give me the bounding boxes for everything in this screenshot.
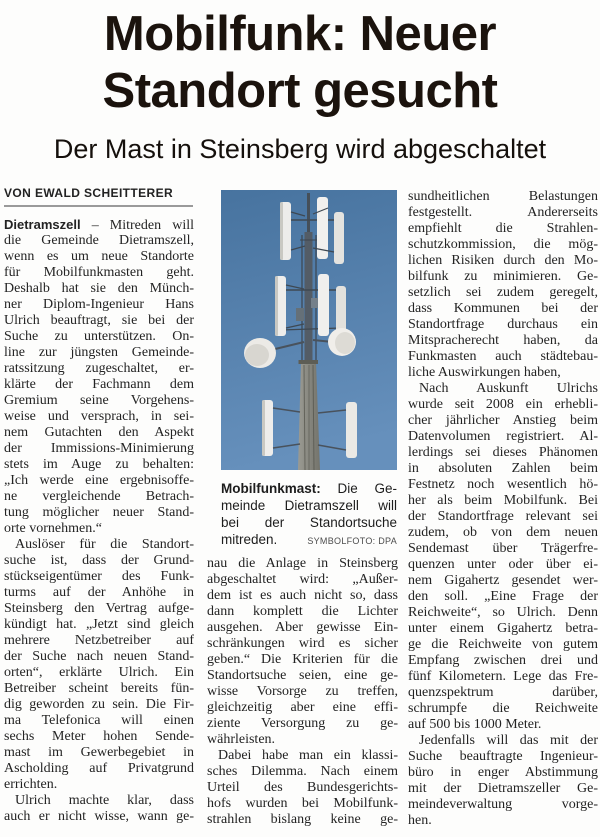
text-line: „Ich werde eine ergebnisoffe- bbox=[4, 473, 194, 488]
text-line: meinde Dietramszell will bbox=[221, 498, 397, 513]
text-line: stets im Auge zu behalten: bbox=[4, 457, 194, 472]
text-line: nau die Anlage in Steinsberg bbox=[207, 556, 398, 571]
photo-caption bbox=[221, 480, 397, 548]
text-line: tung möglicher neuer Stand- bbox=[4, 505, 194, 520]
text-line: Urteil des Bundesgerichts- bbox=[207, 780, 398, 795]
text-line: währleisten. bbox=[207, 732, 276, 747]
text-line: setzlich sei zudem geregelt, bbox=[408, 285, 598, 300]
text-line: sechs Meter hohen Sende- bbox=[4, 729, 194, 744]
text-line: Deshalb hat sie den Münch- bbox=[4, 281, 194, 296]
text-line: bilfunk zu minimieren. Ge- bbox=[408, 269, 598, 284]
text-line: geben.“ Die Kriterien für die bbox=[207, 652, 398, 667]
headline bbox=[0, 6, 600, 120]
text-line: zudem, ob von dem neuen bbox=[408, 525, 598, 540]
text-line: orte vornehmen.“ bbox=[4, 521, 102, 536]
text-line: meindeverwaltung vorge- bbox=[408, 797, 598, 812]
text-line: auch er nicht wisse, wann ge- bbox=[4, 809, 194, 824]
text-line: strahlen bislang keine ge- bbox=[207, 812, 398, 827]
text-line: der Suche nach neuen Stand- bbox=[4, 649, 194, 664]
text-line: Funkmasten auch städtebau- bbox=[408, 349, 598, 364]
text-line: Standortsuche seien, eine ge- bbox=[207, 668, 398, 683]
text-line: ziente Versorgung zu ge- bbox=[207, 716, 398, 731]
text-line: die Gemeinde Dietramszell, bbox=[4, 233, 194, 248]
text-line: der Immissions-Minimierung bbox=[4, 441, 194, 456]
text-line: Auslöser für die Standort- bbox=[15, 537, 194, 552]
text-line: Jedenfalls will das mit der bbox=[419, 733, 598, 748]
text-line: fünf Kilometern. Lege das Fre- bbox=[408, 669, 598, 684]
text-line: suche ist, dass der Grund- bbox=[4, 553, 194, 568]
text-line: hen. bbox=[408, 813, 432, 828]
text-line: wenn es um neue Standorte bbox=[4, 249, 194, 264]
text-line: nem Gigahertz gesendet wer- bbox=[408, 573, 598, 588]
text-line: Empfang zwischen drei und bbox=[408, 653, 598, 668]
text-line: sundheitlichen Belastungen bbox=[408, 189, 598, 204]
text-line: auf 500 bis 1000 Meter. bbox=[408, 717, 542, 732]
text-line: unter einem Gigahertz betra- bbox=[408, 621, 598, 636]
text-line: empfiehlt die Strahlen- bbox=[408, 221, 598, 236]
text-line: Standortfrage durchaus ein bbox=[408, 317, 598, 332]
text-line: Suche beauftragte Ingenieur- bbox=[408, 749, 598, 764]
text-line: hofs wurden bei Mobilfunk- bbox=[207, 796, 398, 811]
text-line: Nach Auskunft Ulrichs bbox=[419, 381, 598, 396]
headline-line-1: Mobilfunk: Neuer bbox=[103, 7, 497, 61]
caption-last-line bbox=[221, 531, 397, 548]
text-line: Betreiber scheint bereits fün- bbox=[4, 681, 194, 696]
text-line: dig geworden zu sein. Die Fir- bbox=[4, 697, 194, 712]
text-line: Mobilfunkmast: Die Ge- bbox=[221, 481, 397, 496]
text-line: stückseigentümer des Funk- bbox=[4, 569, 194, 584]
text-line: Reichweite“, so Ulrich. Denn bbox=[408, 605, 598, 620]
text-line: dass Kommunen bei der bbox=[408, 301, 598, 316]
text-line: Ulrich beauftragt, sie bei der bbox=[4, 313, 194, 328]
text-line: schrumpfe die Reichweite bbox=[408, 701, 598, 716]
text-line: Datenvolumen registriert. Al- bbox=[408, 429, 598, 444]
text-line: lichen Risiken durch den Mo- bbox=[408, 253, 598, 268]
text-line: dann komplett die Lichter bbox=[207, 604, 398, 619]
text-line: quenzen unter oder über ei- bbox=[408, 557, 598, 572]
text-line: ge die Reichweite von gutem bbox=[408, 637, 598, 652]
text-line: in absoluten Zahlen beim bbox=[408, 461, 598, 476]
text-line: dem ist es auch nicht so, dass bbox=[207, 588, 398, 603]
text-line: Gremium seine Vorgehens- bbox=[4, 393, 194, 408]
text-line: liche Auswirkungen haben, bbox=[408, 365, 561, 380]
text-line: orten“, erklärte Ulrich. Ein bbox=[4, 665, 194, 680]
article-column-3 bbox=[408, 189, 598, 829]
text-line: bei der Standortsuche bbox=[221, 515, 397, 530]
text-line: mit der Dietramszeller Ge- bbox=[408, 781, 598, 796]
text-line: ausgehen. Aber gewisse Ein- bbox=[207, 620, 398, 635]
text-line: ner Diplom-Ingenieur Hans bbox=[4, 297, 194, 312]
text-line: Festnetz noch wesentlich hö- bbox=[408, 477, 598, 492]
article-column-1 bbox=[4, 217, 194, 825]
text-line: wisse Vorsorge zu treffen, bbox=[207, 684, 398, 699]
text-line: schränkungen wird es sicher bbox=[207, 636, 398, 651]
headline-line-2: Standort gesucht bbox=[102, 64, 498, 118]
text-line: nem Gutachten den Aspekt bbox=[4, 425, 194, 440]
byline: VON EWALD SCHEITTERER bbox=[4, 186, 193, 207]
text-line: line zur jüngsten Gemeinde- bbox=[4, 345, 194, 360]
text-line: der Standortfrage relevant sei bbox=[408, 509, 598, 524]
text-line: errichten. bbox=[4, 777, 58, 792]
text-line: Dietramszell – Mitreden will bbox=[4, 217, 194, 233]
text-line: sches Dilemma. Nach einem bbox=[207, 764, 398, 779]
text-line: mehrere Netzbetreiber auf bbox=[4, 633, 194, 648]
text-line: büro in enger Abstimmung bbox=[408, 765, 598, 780]
text-line: ma Telefonica will einen bbox=[4, 713, 194, 728]
text-line: cher jährlicher Anstieg beim bbox=[408, 413, 598, 428]
text-line: Sendemast über Trägerfre- bbox=[408, 541, 598, 556]
text-line: ratssitzung zugeschaltet, er- bbox=[4, 361, 194, 376]
text-line: weise und versprach, in sei- bbox=[4, 409, 194, 424]
text-line: wurde seit 2008 ein erhebli- bbox=[408, 397, 598, 412]
text-line: Dabei habe man ein klassi- bbox=[218, 748, 398, 763]
article-column-2 bbox=[207, 556, 398, 828]
text-line: schutzkommission, die mög- bbox=[408, 237, 598, 252]
text-line: Suche zu unterstützen. On- bbox=[4, 329, 194, 344]
text-line: klärte der Fachmann dem bbox=[4, 377, 194, 392]
text-line: festgestellt. Andererseits bbox=[408, 205, 598, 220]
text-line: für Mobilfunkmasten geht. bbox=[4, 265, 194, 280]
text-line: quenzspektrum darüber, bbox=[408, 685, 598, 700]
text-line: kündigt hat. „Jetzt sind gleich bbox=[4, 617, 194, 632]
text-line: Mitspracherecht haben, da bbox=[408, 333, 598, 348]
text-line: mast im Gewerbegebiet in bbox=[4, 745, 194, 760]
subheadline: Der Mast in Steinsberg wird abgeschaltet bbox=[53, 134, 547, 164]
text-line: her als beim Mobilfunk. Bei bbox=[408, 493, 598, 508]
text-line: Ulrich machte klar, dass bbox=[15, 793, 194, 808]
caption-lines bbox=[221, 480, 397, 531]
text-line: ne vergleichende Betrach- bbox=[4, 489, 194, 504]
text-line: Steinsberg den Vertrag aufge- bbox=[4, 601, 194, 616]
photo-credit: SYMBOLFOTO: DPA bbox=[307, 536, 397, 546]
text-line: turms auf der Anhöhe in bbox=[4, 585, 194, 600]
text-line: Ascholding auf Privatgrund bbox=[4, 761, 194, 776]
mobilfunkmast-photo bbox=[221, 190, 397, 470]
text-line: gleichzeitig aber eine effi- bbox=[207, 700, 398, 715]
text-line: den soll. „Eine Frage der bbox=[408, 589, 598, 604]
text-line: abgeschaltet wird: „Außer- bbox=[207, 572, 398, 587]
caption-text-end: mitreden. bbox=[221, 532, 278, 547]
text-line: lerdings sei dieses Phänomen bbox=[408, 445, 598, 460]
